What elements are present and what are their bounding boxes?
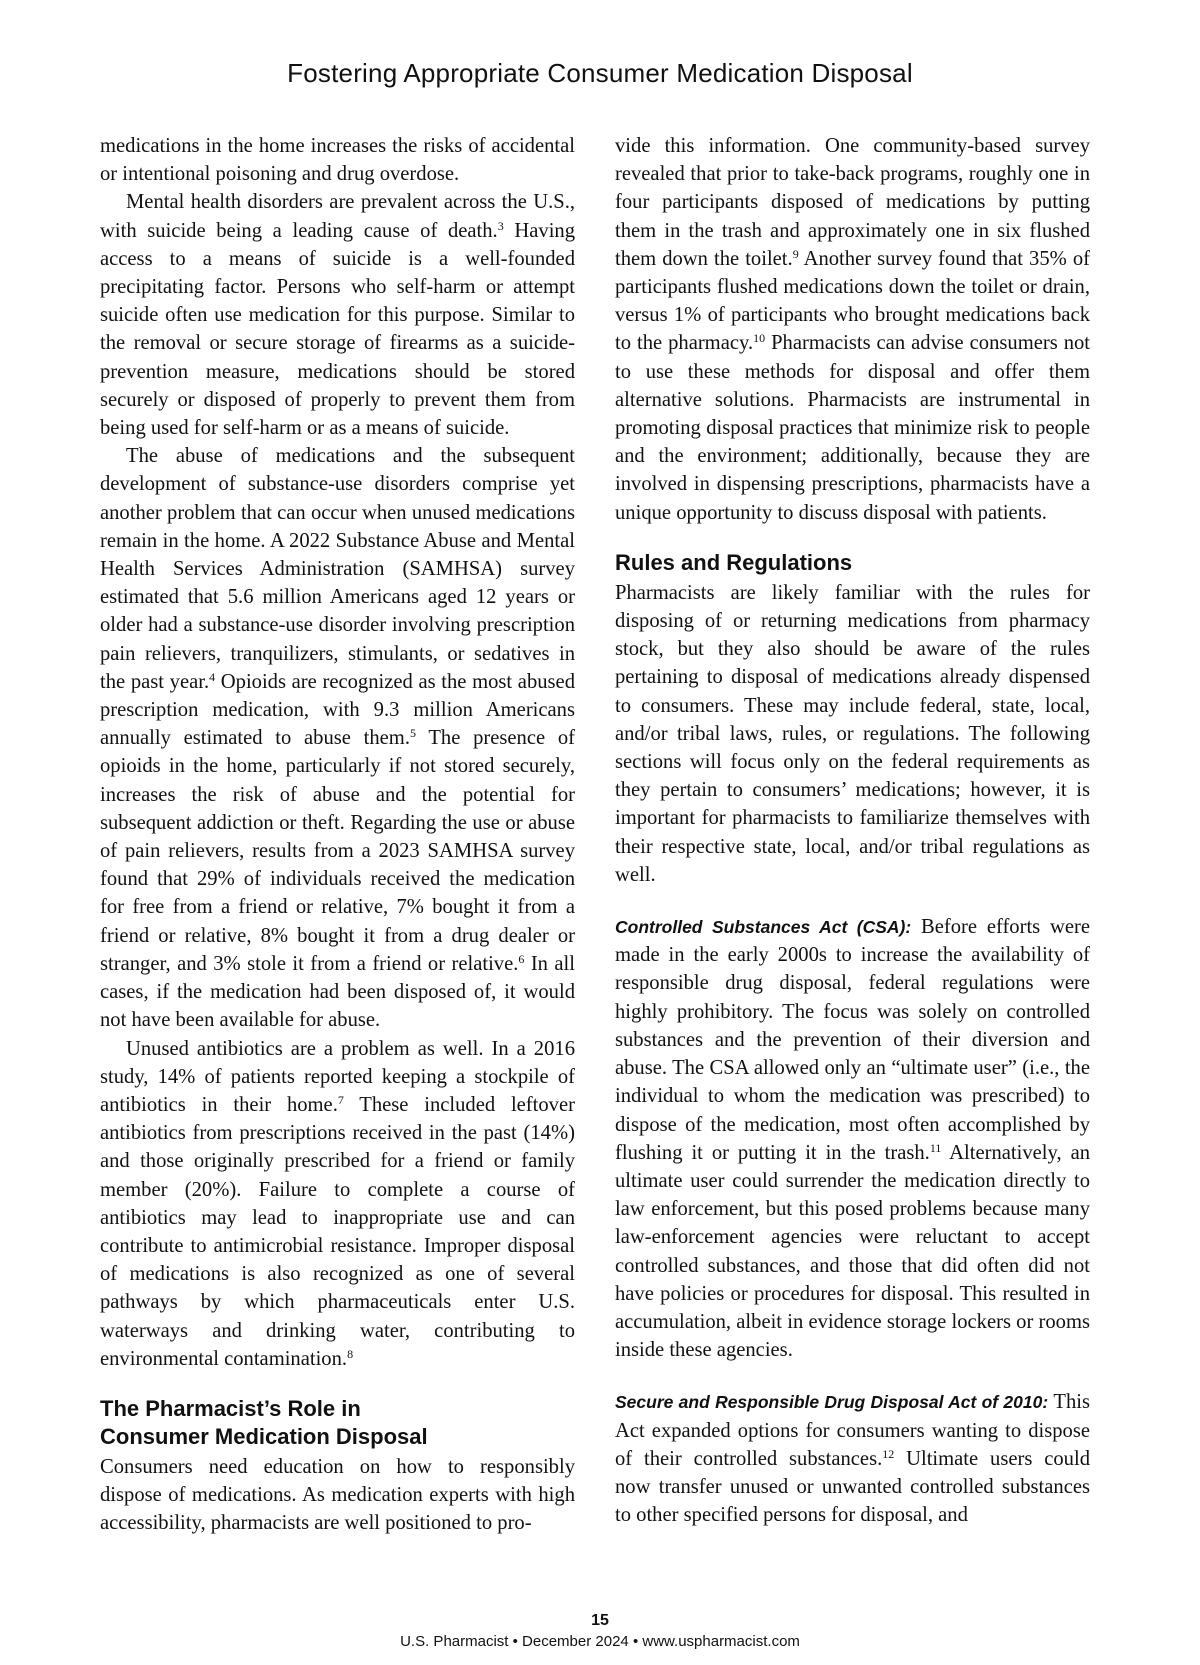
paragraph: Secure and Responsible Drug Disposal Act of 2010: This Act expanded options for consumers wanting to dispose of their controlled substances.$^{12}$ Ultimate users could now transfer unused or unwanted controlled substances to other specified persons for disposal, and: [615, 1391, 1090, 1527]
section-heading: Rules and Regulations: [615, 549, 853, 575]
subheading: Secure and Responsible Drug Disposal Act of 2010:: [615, 1392, 1049, 1413]
paragraph: Pharmacists are likely familiar with the rules for disposing of or returning medications from pharmacy stock, but they also should be aware of the rules pertaining to disposal of medications already dispensed to consumers. These may include federal, state, local, and/or tribal laws, rules, or regulations. The following sections will focus only on the federal requirements as they pertain to consumers’ medications; however, it is important for pharmacists to familiarize themselves with their respective state, local, and/or tribal regulations as well.: [615, 581, 1090, 886]
paragraph: medications in the home increases the risks of accidental or intentional poisoning and drug overdose.: [100, 135, 575, 186]
left-column: [100, 132, 575, 1538]
subheading: Controlled Substances Act (CSA):: [615, 917, 912, 938]
paragraph: Unused antibiotics are a problem as well. In a 2016 study, 14% of patients reported keeping a stockpile of antibiotics in their home.$^7$ These included leftover antibiotics from prescriptions received in the past (14%) and those originally prescribed for a friend or family member (20%). Failure to complete a course of antibiotics may lead to inappropriate use and can contribute to antimicrobial resistance. Improper disposal of medications is also recognized as one of several pathways by which pharmaceuticals enter U.S. waterways and drinking water, contributing to environmental contamination.$^8$: [100, 1037, 575, 1370]
footnote-ref: 10: [753, 331, 766, 346]
footnote-ref: 12: [882, 1446, 895, 1461]
footnote-ref: 6: [518, 951, 525, 966]
paragraph: Consumers need education on how to responsibly dispose of medications. As medication experts with high accessibility, pharmacists are well positioned to pro-: [100, 1455, 575, 1535]
right-column: [615, 132, 1090, 1529]
footnote-ref: 5: [409, 726, 416, 741]
paragraph: Mental health disorders are prevalent across the U.S., with suicide being a leading cause of death.$^3$ Having access to a means of suicide is a well-founded precipitating factor. Persons who self-harm or attempt suicide often use medication for this purpose. Similar to the removal or secure storage of firearms as a suicide-prevention measure, medications should be stored securely or disposed of properly to prevent them from being used for self-harm or as a means of suicide.: [100, 191, 576, 440]
footnote-ref: 7: [337, 1092, 344, 1107]
footnote-ref: 9: [792, 246, 799, 261]
paragraph: The abuse of medications and the subsequent development of substance-use disorders comprise yet another problem that can occur when unused medications remain in the home. A 2022 Substance Abuse and Mental Health Services Administration (SAMHSA) survey estimated that 5.6 million Americans aged 12 years or older had a substance-use disorder involving prescription pain relievers, tranquilizers, stimulants, or sedatives in the past year.$^4$ Opioids are recognized as the most abused prescription medication, with 9.3 million Americans annually estimated to abuse them.$^5$ The presence of opioids in the home, particularly if not stored securely, increases the risk of abuse and the potential for subsequent addiction or theft. Regarding the use or abuse of pain relievers, results from a 2023 SAMHSA survey found that 29% of individuals received the medication for free from a friend or relative, 7% bought it from a friend or relative, 8% bought it from a drug dealer or stranger, and 3% stole it from a friend or relative.$^6$ In all cases, if the medication had been disposed of, it would not have been available for abuse.: [100, 445, 575, 1032]
paragraph: vide this information. One community-based survey revealed that prior to take-back programs, roughly one in four participants disposed of medications by putting them in the trash and approximately one in six flushed them down the toilet.$^9$ Another survey found that 35% of participants flushed medications down the toilet or drain, versus 1% of participants who brought medications back to the pharmacy.$^{10}$ Pharmacists can advise consumers not to use these methods for disposal and offer them alternative solutions. Pharmacists are instrumental in promoting disposal practices that minimize risk to people and the environment; additionally, because they are involved in dispensing prescriptions, pharmacists have a unique opportunity to discuss disposal with patients.: [615, 135, 1091, 524]
footnote-ref: 4: [209, 669, 216, 684]
footnote-ref: 11: [929, 1140, 942, 1155]
publication-footer: U.S. Pharmacist • December 2024 • www.uspharmacist.com: [400, 1633, 800, 1650]
page-number: 15: [591, 1612, 609, 1629]
footnote-ref: 8: [347, 1346, 354, 1361]
paragraph: Controlled Substances Act (CSA): Before efforts were made in the early 2000s to increase the availability of responsible drug disposal, federal regulations were highly prohibitory. The focus was solely on controlled substances and the prevention of their diversion and abuse. The CSA allowed only an “ultimate user” (i.e., the individual to whom the medication was prescribed) to dispose of the medication, most often accomplished by flushing it or putting it in the trash.$^{11}$ Alternatively, an ultimate user could surrender the medication directly to law enforcement, but this posed problems because many law-enforcement agencies were reluctant to accept controlled substances, and those that did often did not have policies or procedures for disposal. This resulted in accumulation, albeit in evidence storage lockers or rooms inside these agencies.: [615, 916, 1091, 1362]
page-title: Fostering Appropriate Consumer Medication Disposal: [287, 58, 913, 88]
footnote-ref: 3: [497, 218, 504, 233]
section-heading: The Pharmacist’s Role in Consumer Medication Disposal: [100, 1395, 428, 1449]
